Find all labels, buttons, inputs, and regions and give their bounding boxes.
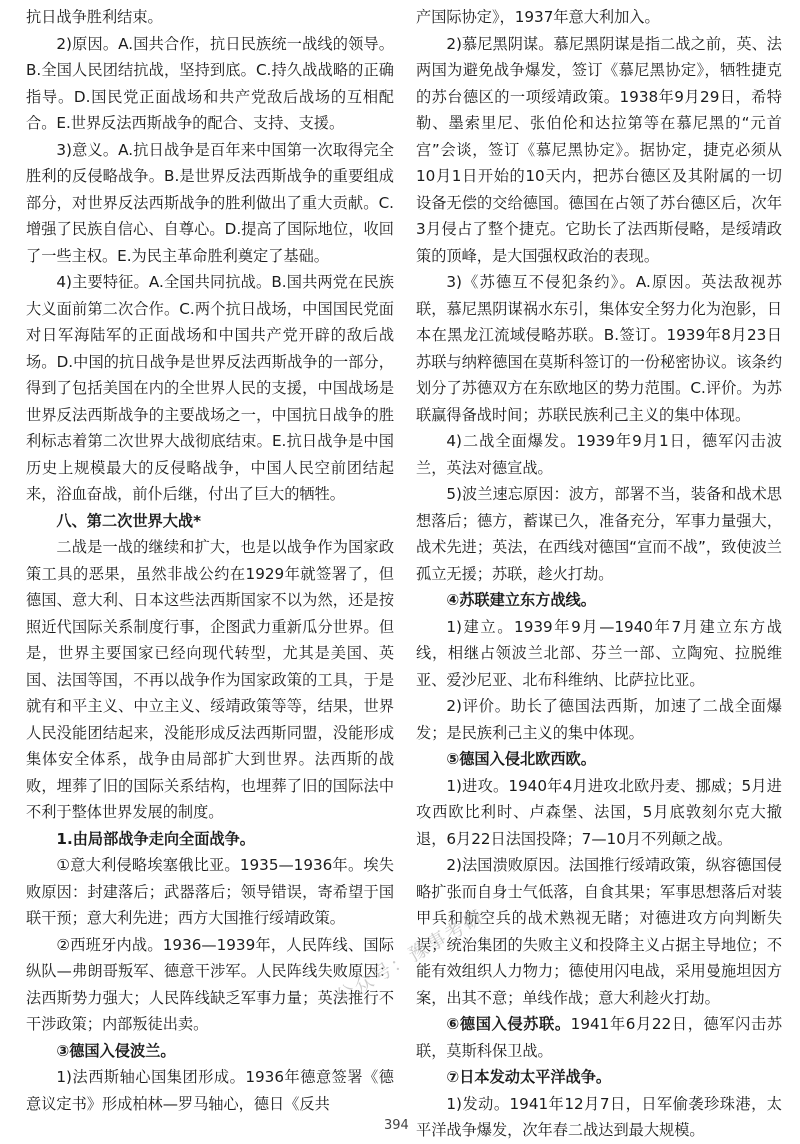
paragraph-with-lead: [416, 1011, 782, 1064]
paragraph: 4)主要特征。A.全国共同抗战。B.国共两党在民族大义面前第二次合作。C.两个抗日战场，中国国民党面对日军海陆军的正面战场和中国共产党开辟的敌后战场。D.中国的抗日战争是世界反法西斯战争的一部分，得到了包括美国在内的全世界人民的支援，中国战场是世界反法西斯战争的主要战场之一，中国抗日战争的胜利标志着第二次世界大战彻底结束。E.抗日战争是中国历史上规模最大的反侵略战争，中国人民空前团结起来，浴血奋战，前仆后继，付出了巨大的牺牲。: [26, 273, 394, 503]
paragraph: 2)慕尼黑阴谋。慕尼黑阴谋是指二战之前，英、法两国为避免战争爆发，签订《慕尼黑协定》，牺牲捷克的苏台德区的一项绥靖政策。1938年9月29日，希特勒、墨索里尼、张伯伦和达拉第等在慕尼黑的“元首宫”会谈，签订《慕尼黑协定》。据协定，捷克必须从10月1日开始的10天内，把苏台德区及其附属的一切设备无偿的交给德国。德国在占领了苏台德区后，次年3月侵占了整个捷克。它助长了法西斯侵略，是绥靖政策的顶峰，是大国强权政治的表现。: [416, 34, 782, 265]
paragraph: 产国际协定》，1937年意大利加入。: [416, 8, 660, 26]
paragraph-rest: 1941年6月22日，德军闪击苏联，莫斯科保卫战。: [416, 1015, 783, 1060]
paragraph: 二战是一战的继续和扩大，也是以战争作为国家政策工具的恶果，虽然非战公约在1929年就签署了，但德国、意大利、日本这些法西斯国家不以为然，还是按照近代国际关系制度行事，企图武力重新瓜分世界。但是，世界主要国家已经向现代转型，尤其是美国、英国、法国等国，不再以战争作为国家政策的工具，于是就有和平主义、中立主义、绥靖政策等等，结果，世界人民没能团结起来，没能形成反法西斯同盟，没能形成集体安全体系，战争由局部扩大到世界。法西斯的战败，埋葬了旧的国际关系结构，也埋葬了旧的国际法中不利于整体世界发展的制度。: [26, 538, 394, 821]
paragraph: 3)意义。A.抗日战争是百年来中国第一次取得完全胜利的反侵略战争。B.是世界反法西斯战争的重要组成部分，对世界反法西斯战争的胜利做出了重大贡献。C.增强了民族自信心、自尊心。D.提高了国际地位，收回了一些主权。E.为民主革命胜利奠定了基础。: [26, 140, 394, 265]
page-number: 394: [384, 1118, 409, 1133]
right-column: [416, 4, 782, 1144]
paragraph: 2)评价。助长了德国法西斯，加速了二战全面爆发；是民族利己主义的集中体现。: [416, 697, 782, 742]
subsection-heading: 1.由局部战争走向全面战争。: [56, 829, 255, 848]
watermark: 公众号：豫事考研: [332, 905, 489, 1009]
paragraph: 5)波兰速忘原因：波方，部署不当，装备和战术思想落后；德方，蓄谋已久，准备充分，军事力量强大，战术先进；英法，在西线对德国“宣而不战”，致使波兰孤立无援；苏联，趁火打劫。: [416, 485, 782, 583]
paragraph: ②西班牙内战。1936—1939年，人民阵线、国际纵队—弗朗哥叛军、德意干涉军。人民阵线失败原因：法西斯势力强大；人民阵线缺乏军事力量；英法推行不干涉政策；内部叛徒出卖。: [26, 935, 394, 1033]
paragraph: 1)进攻。1940年4月进攻北欧丹麦、挪威；5月进攻西欧比利时、卢森堡、法国，5月底敦刻尔克大撤退，6月22日法国投降；7—10月不列颠之战。: [416, 776, 782, 848]
subsection-heading: ③德国入侵波兰。: [56, 1041, 176, 1060]
paragraph: 2)原因。A.国共合作，抗日民族统一战线的领导。B.全国人民团结抗战，坚持到底。C.持久战战略的正确指导。D.国民党正面战场和共产党敌后战场的互相配合。E.世界反法西斯战争的配合、支持、支援。: [26, 34, 394, 132]
subsection-heading: ⑤德国入侵北欧西欧。: [446, 750, 596, 768]
paragraph: 1)法西斯轴心国集团形成。1936年德意签署《德意议定书》形成柏林—罗马轴心，德日《反共: [26, 1068, 394, 1113]
paragraph: 3)《苏德互不侵犯条约》。A.原因。英法敌视苏联，慕尼黑阴谋祸水东引，集体安全努力化为泡影，日本在黑龙江流域侵略苏联。B.签订。1939年8月23日苏联与纳粹德国在莫斯科签订的一份秘密协议。该条约划分了苏德双方在东欧地区的势力范围。C.评价。为苏联赢得备战时间；苏联民族利己主义的集中体现。: [416, 273, 782, 424]
paragraph: 1)建立。1939年9月—1940年7月建立东方战线，相继占领波兰北部、芬兰一部、立陶宛、拉脱维亚、爱沙尼亚、北布科维纳、比萨拉比亚。: [416, 617, 782, 689]
left-column: [26, 4, 394, 1117]
paragraph: 抗日战争胜利结束。: [26, 8, 163, 26]
subsection-heading: ⑦日本发动太平洋战争。: [446, 1068, 612, 1086]
paragraph-lead: ⑥德国入侵苏联。: [446, 1015, 571, 1033]
paragraph: 4)二战全面爆发。1939年9月1日，德军闪击波兰，英法对德宣战。: [416, 432, 782, 477]
paragraph: 2)法国溃败原因。法国推行绥靖政策，纵容德国侵略扩张而自身士气低落，自食其果；军事思想落后对装甲兵和航空兵的战术熟视无睹；对德进攻方向判断失误；统治集团的失败主义和投降主义占据主导地位；不能有效组织人力物力；德使用闪电战，采用曼施坦因方案，出其不意；单线作战；意大利趁火打劫。: [416, 856, 782, 1007]
paragraph: 1)发动。1941年12月7日，日军偷袭珍珠港，太平洋战争爆发，次年春二战达到最大规模。: [416, 1094, 782, 1139]
section-heading: 八、第二次世界大战*: [56, 511, 202, 530]
paragraph: ①意大利侵略埃塞俄比亚。1935—1936年。埃失败原因：封建落后；武器落后；领导错误，寄希望于国联干预；意大利先进；西方大国推行绥靖政策。: [26, 856, 394, 927]
subsection-heading: ④苏联建立东方战线。: [446, 591, 596, 609]
